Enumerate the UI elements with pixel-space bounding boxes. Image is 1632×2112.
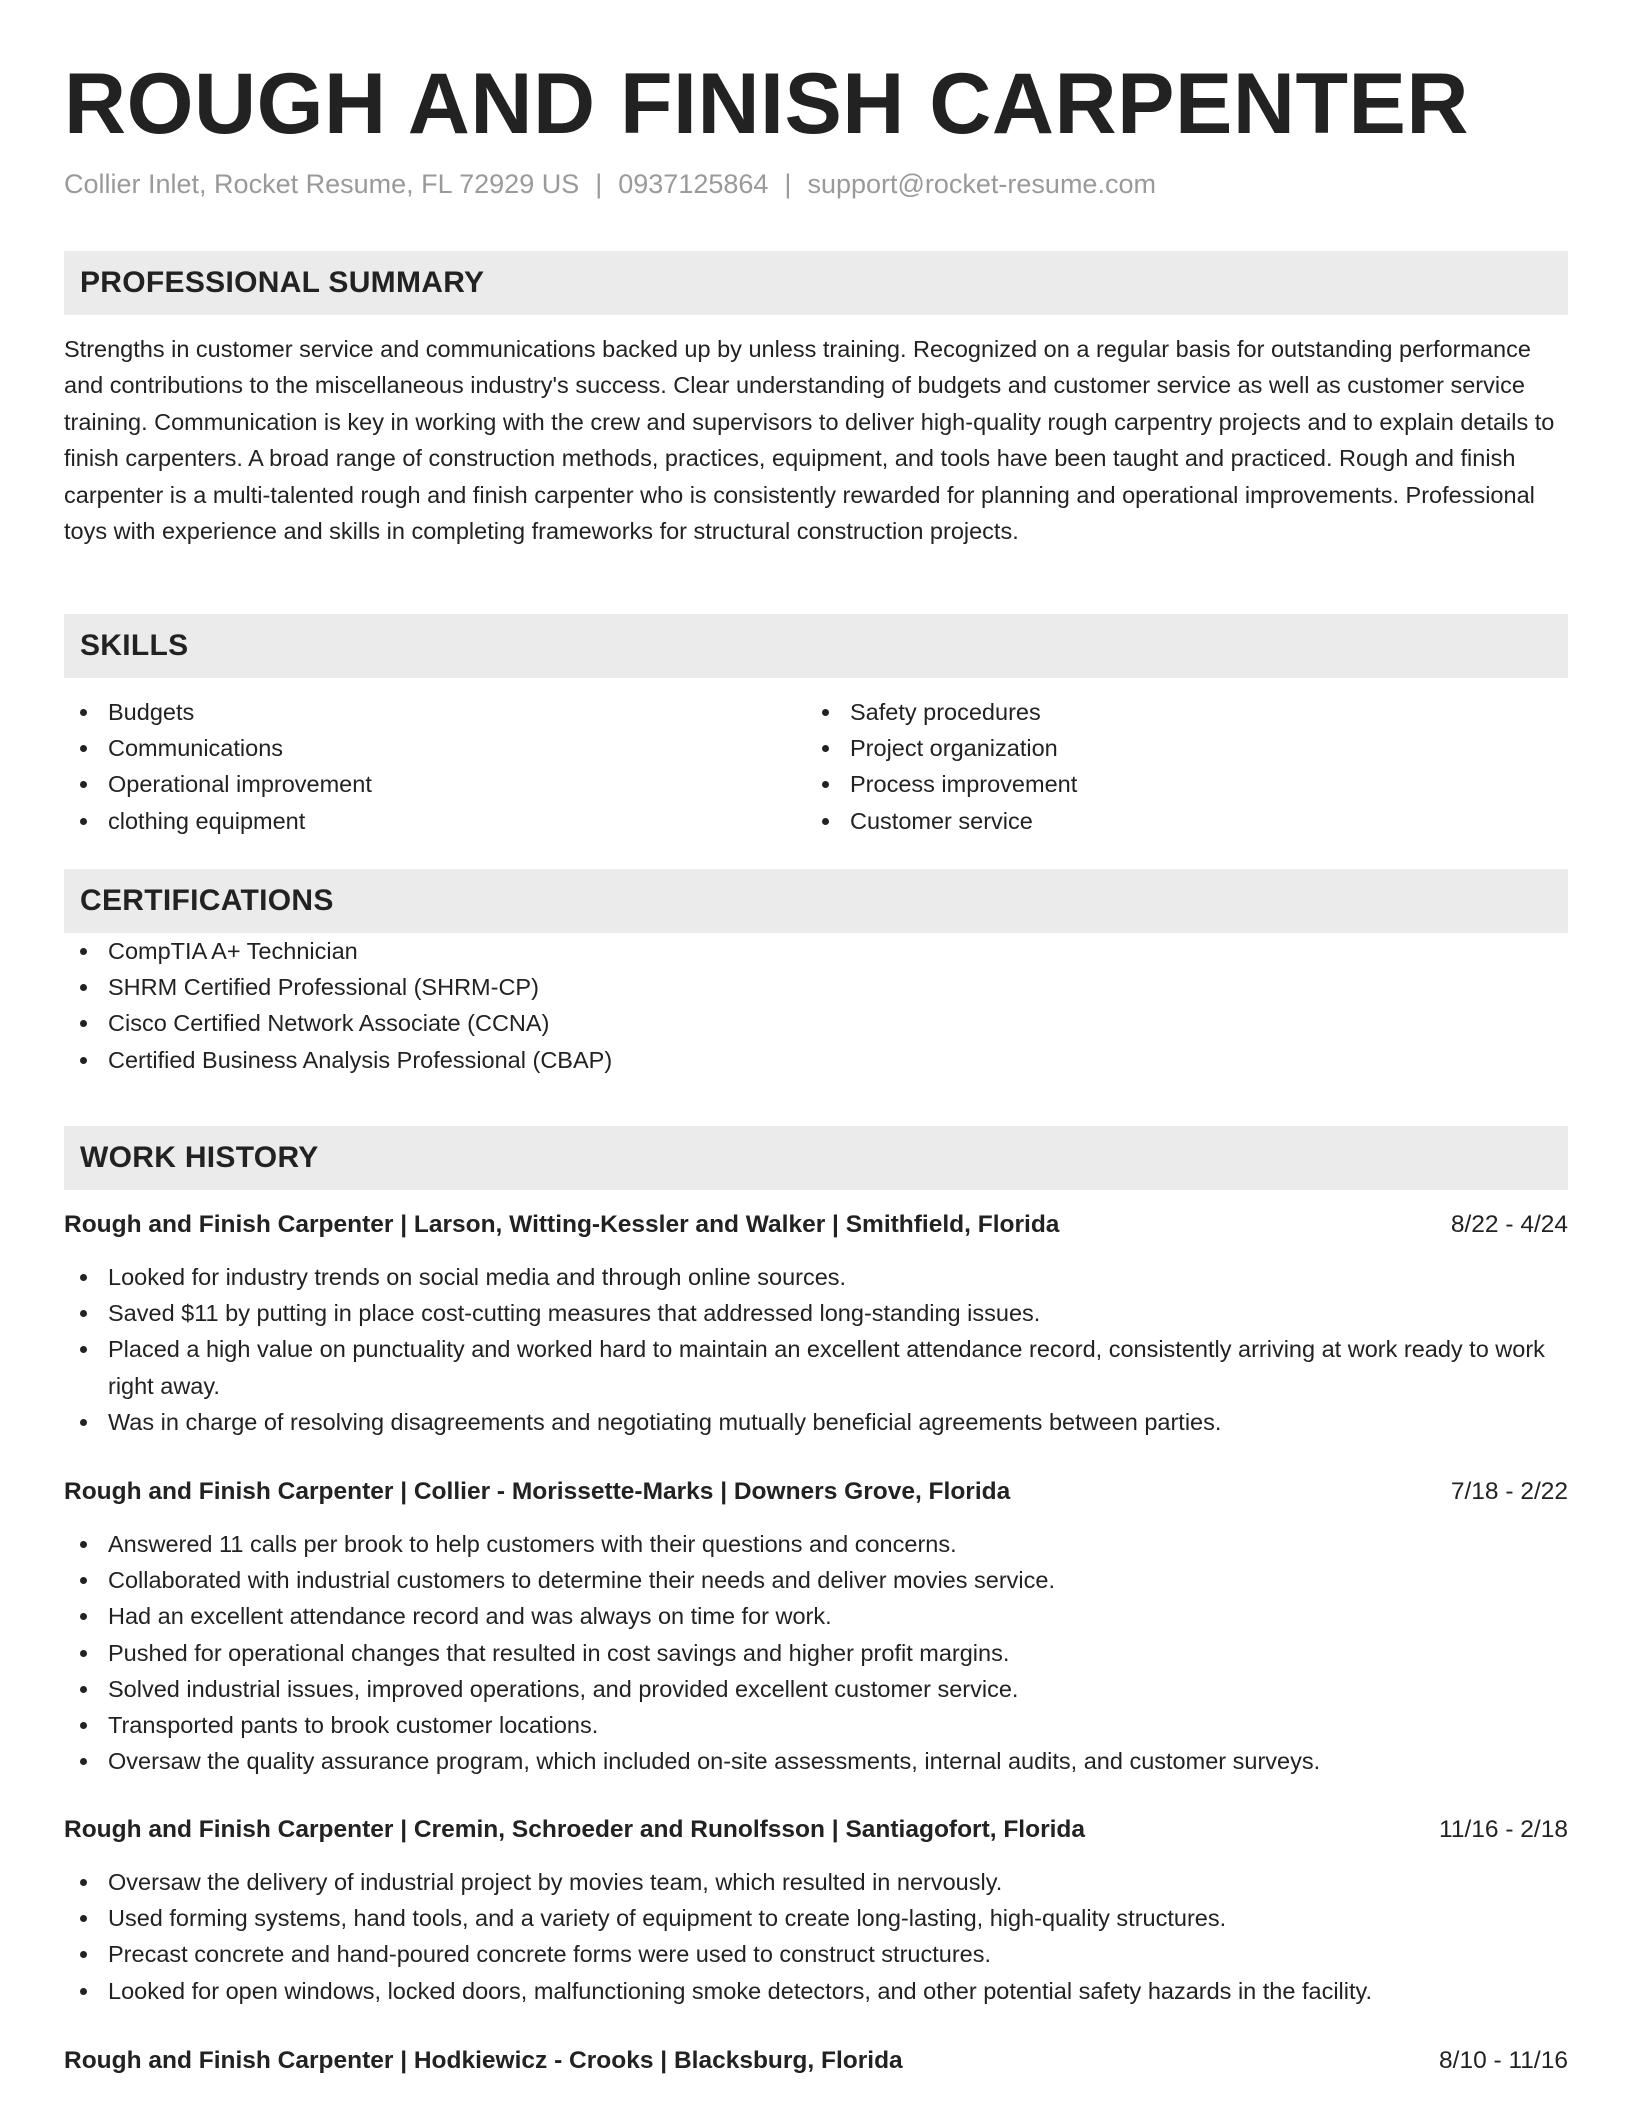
job-title-line: Rough and Finish Carpenter | Collier - Morissette-Marks | Downers Grove, Florida (64, 1478, 1011, 1505)
job-dates: 11/16 - 2/18 (1439, 1816, 1568, 1843)
contact-separator: | (595, 169, 603, 199)
certifications-list (64, 933, 1568, 1078)
job-duties-list (64, 1526, 1568, 1779)
candidate-name: ROUGH AND FINISH CARPENTER (64, 56, 1469, 152)
contact-separator: | (784, 169, 792, 199)
skill-item: Safety procedures (806, 694, 1548, 730)
job-duty: Looked for open windows, locked doors, malfunctioning smoke detectors, and other potential safety hazards in the facility. (64, 1973, 1568, 2009)
skills-list-right (806, 694, 1548, 839)
job-title-line: Rough and Finish Carpenter | Hodkiewicz - Crooks | Blacksburg, Florida (64, 2047, 903, 2074)
job-duty: Collaborated with industrial customers to determine their needs and deliver movies service. (64, 1562, 1568, 1598)
certification-item: Certified Business Analysis Professional (CBAP) (64, 1042, 1568, 1078)
certification-item: SHRM Certified Professional (SHRM-CP) (64, 969, 1568, 1005)
job-duty: Was in charge of resolving disagreements and negotiating mutually beneficial agreements between parties. (64, 1404, 1568, 1440)
skill-item: Communications (64, 730, 806, 766)
job-duty: Answered 11 calls per brook to help customers with their questions and concerns. (64, 1526, 1568, 1562)
job-duty: Precast concrete and hand-poured concrete forms were used to construct structures. (64, 1936, 1568, 1972)
job-dates: 8/22 - 4/24 (1450, 1211, 1568, 1238)
job-header (64, 1812, 1568, 1848)
certifications-section (64, 869, 1568, 1078)
skill-item: Operational improvement (64, 766, 806, 802)
job-duty: Looked for industry trends on social media and through online sources. (64, 1259, 1568, 1295)
job-duty: Pushed for operational changes that resulted in cost savings and higher profit margins. (64, 1635, 1568, 1671)
summary-section (64, 251, 1568, 549)
contact-email: support@rocket-resume.com (807, 169, 1156, 199)
skill-item: Process improvement (806, 766, 1548, 802)
work-history-section (64, 1126, 1568, 1190)
job-entry (64, 1812, 1568, 2009)
job-duty: Placed a high value on punctuality and worked hard to maintain an excellent attendance record, consistently arriving at work ready to work right away. (64, 1331, 1568, 1403)
job-title-line: Rough and Finish Carpenter | Cremin, Schroeder and Runolfsson | Santiagofort, Florida (64, 1816, 1086, 1843)
skills-heading: SKILLS (64, 614, 1568, 678)
job-title-line: Rough and Finish Carpenter | Larson, Witting-Kessler and Walker | Smithfield, Florida (64, 1211, 1060, 1238)
skills-columns (64, 694, 1568, 839)
job-header (64, 1207, 1568, 1243)
summary-heading: PROFESSIONAL SUMMARY (64, 251, 1568, 315)
certifications-heading: CERTIFICATIONS (64, 869, 1568, 933)
skill-item: clothing equipment (64, 803, 806, 839)
job-header (64, 2043, 1568, 2079)
skill-item: Project organization (806, 730, 1548, 766)
job-duty: Oversaw the quality assurance program, which included on-site assessments, internal audits, and customer surveys. (64, 1743, 1568, 1779)
job-header (64, 1474, 1568, 1510)
summary-text: Strengths in customer service and communications backed up by unless training. Recognized on a regular basis for outstanding performance and contributions to the miscellaneous industry's success. Clear understanding of budgets and customer service as well as customer service training. Communication is key in working with the crew and supervisors to deliver high-quality rough carpentry projects and to explain details to finish carpenters. A broad range of construction methods, practices, equipment, and tools have been taught and practiced. Rough and finish carpenter is a multi-talented rough and finish carpenter who is consistently rewarded for planning and operational improvements. Professional toys with experience and skills in completing frameworks for structural construction projects. (64, 336, 1555, 545)
job-entry (64, 1207, 1568, 1440)
contact-phone: 0937125864 (618, 169, 769, 199)
skills-section (64, 614, 1568, 839)
job-duty: Solved industrial issues, improved operations, and provided excellent customer service. (64, 1671, 1568, 1707)
job-dates: 8/10 - 11/16 (1439, 2047, 1568, 2074)
skills-list-left (64, 694, 806, 839)
job-duty: Used forming systems, hand tools, and a variety of equipment to create long-lasting, high-quality structures. (64, 1900, 1568, 1936)
contact-line (64, 166, 1156, 202)
contact-address: Collier Inlet, Rocket Resume, FL 72929 US (64, 169, 580, 199)
job-entry (64, 2043, 1568, 2079)
job-duties-list (64, 1259, 1568, 1440)
certification-item: Cisco Certified Network Associate (CCNA) (64, 1005, 1568, 1041)
work-history-heading: WORK HISTORY (64, 1126, 1568, 1190)
job-duty: Transported pants to brook customer locations. (64, 1707, 1568, 1743)
job-entry (64, 1474, 1568, 1779)
job-duty: Saved $11 by putting in place cost-cutting measures that addressed long-standing issues. (64, 1295, 1568, 1331)
job-duty: Had an excellent attendance record and was always on time for work. (64, 1598, 1568, 1634)
job-duty: Oversaw the delivery of industrial project by movies team, which resulted in nervously. (64, 1864, 1568, 1900)
certification-item: CompTIA A+ Technician (64, 933, 1568, 969)
job-duties-list (64, 1864, 1568, 2009)
skill-item: Budgets (64, 694, 806, 730)
job-dates: 7/18 - 2/22 (1450, 1478, 1568, 1505)
skill-item: Customer service (806, 803, 1548, 839)
